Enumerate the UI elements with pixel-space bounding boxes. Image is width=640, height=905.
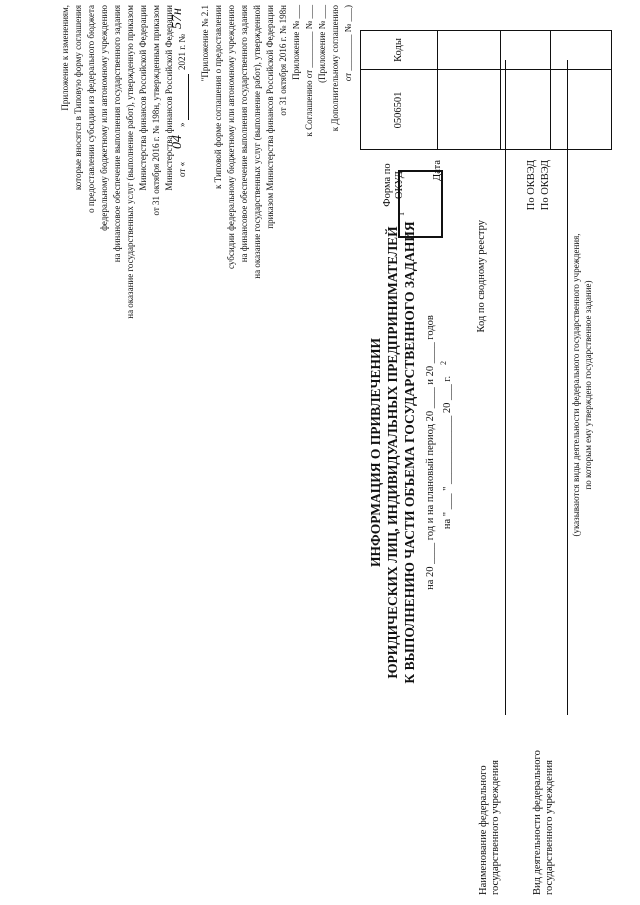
appendix-form-line: приказом Министерства финансов Российской Федерации [265,5,275,229]
title-line: ЮРИДИЧЕСКИХ ЛИЦ, ИНДИВИДУАЛЬНЫХ ПРЕДПРИНИМАТЕЛЕЙ [385,226,400,679]
title-footnote-mark: 1 [397,212,406,216]
appendix-form-line: от 31 октября 2016 г. № 198н [278,5,288,116]
activity-label [532,720,556,895]
registry-label: Код по сводному реестру [476,220,487,333]
appendix-top-line: от 31 октября 2016 г. № 198н, утвержденным приказом [151,5,161,216]
institution-underline [505,60,506,715]
okved2-label: По ОКВЭД [540,160,551,211]
appendix-form-line: к Типовой форме соглашения о предоставлении [213,5,223,189]
appendix-top-line: на оказание государственных услуг (выполнение работ), утвержденную приказом [125,5,135,319]
appendix-top-line: которые вносятся в Типовую форму соглашения [73,5,83,191]
title-line: ИНФОРМАЦИЯ О ПРИВЛЕЧЕНИИ [368,338,383,567]
period-line: на 20 ____ год и на плановый период 20 ____ и 20 ____ годов [425,315,436,590]
agreement-ref: к Соглашению от ________ № ___ [304,5,314,137]
date-cell [437,30,500,150]
appendix-form-line: на финансовое обеспечение выполнения государственного задания [239,5,249,263]
okved1-label: По ОКВЭД [526,160,537,211]
period-date-line: на " ___ " _____________ 20 ___ г. [442,375,453,530]
activity-note: по которым ему утверждено государственное задание) [583,280,593,490]
date-mid: » [177,122,187,127]
date-label: Дата [432,160,443,181]
okud-value: 0506501 [393,91,404,129]
okved1-cell [500,30,550,150]
appendix-top-line: Министерства финансов Российской Федерации [138,5,148,191]
date-year: 2021 г. № [177,33,187,70]
appendix-top-line: Приложение к изменениям, [60,5,70,111]
institution-label [478,720,502,895]
appendix-top-line: о предоставлении субсидии из федерального бюджета [86,5,96,213]
activity-underline [567,60,568,715]
order-number: 57н [170,8,185,29]
agreement-ref: (Приложение № ___ [317,5,327,83]
appendix-form-line: субсидии федеральному бюджетному или автономному учреждению [226,5,236,270]
appendix-top-line: федеральному бюджетному или автономному учреждению [99,5,109,231]
period-footnote-mark: 2 [439,361,448,365]
date-day: 04 [170,135,185,149]
okud-label: Форма по ОКУД [382,163,405,207]
institution-label-text: Наименование федерального государственного учреждения [478,760,501,895]
title-line: К ВЫПОЛНЕНИЮ ЧАСТИ ОБЪЕМА ГОСУДАРСТВЕННОГО ЗАДАНИЯ [402,221,417,684]
activity-label-text: Вид деятельности федерального государственного учреждения [532,750,555,895]
appendix-form-line: на оказание государственных услуг (выполнение работ), утвержденной [252,5,262,279]
agreement-ref: Приложение № ___ [291,5,301,80]
codes-header: Коды [393,38,404,62]
appendix-top-line: Министерства финансов Российской Федерации [164,5,174,191]
agreement-ref: от ________ № ___) [343,5,353,82]
agreement-ref: к Дополнительному соглашению [330,5,340,132]
appendix-top-line: на финансовое обеспечение выполнения государственного задания [112,5,122,263]
date-prefix: от « [177,161,187,177]
activity-note: (указываются виды деятельности федерального государственного учреждения, [571,233,581,537]
appendix-form-line: "Приложение № 2.1 [200,5,210,82]
